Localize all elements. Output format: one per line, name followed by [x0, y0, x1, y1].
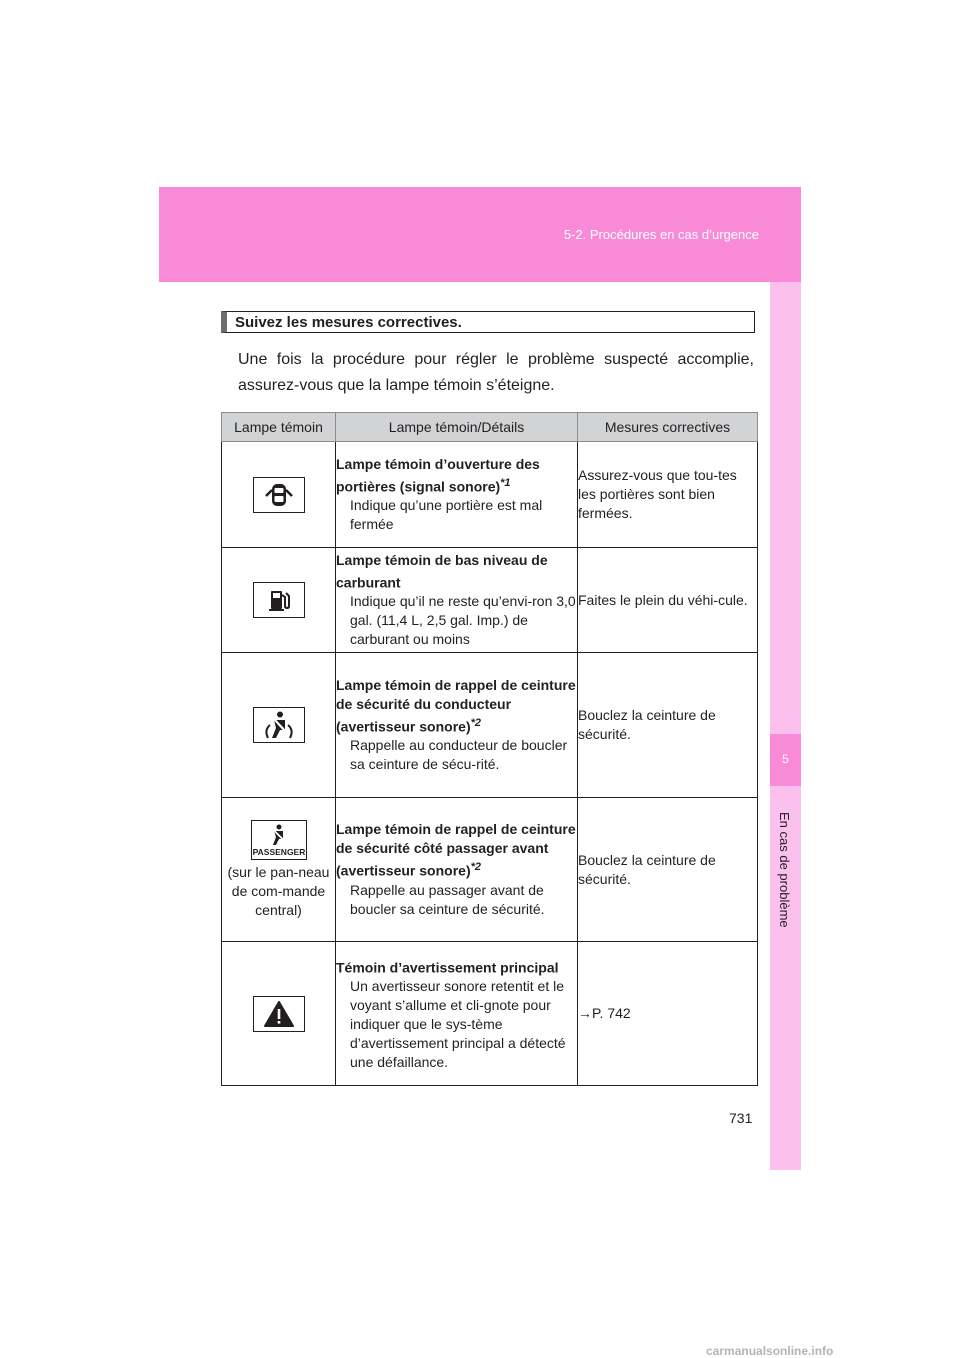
corrective-action: Bouclez la ceinture de sécurité.	[578, 798, 758, 942]
corrective-action: Assurez-vous que tou-tes les portières sont bien fermées.	[578, 442, 758, 548]
table-row	[222, 442, 758, 548]
column-header: Lampe témoin/Détails	[336, 413, 578, 442]
footnote-mark: *2	[470, 861, 482, 874]
intro-paragraph: Une fois la procédure pour régler le problème suspecté accomplie, assurez-vous que la lampe témoin s’éteigne.	[238, 351, 754, 394]
warning-lights-table	[221, 412, 758, 1086]
section-heading: Suivez les mesures correctives.	[235, 314, 462, 331]
header-band	[159, 187, 801, 282]
icon-location-note: (sur le pan-neau de com-mande central)	[227, 863, 330, 918]
icon-cell	[222, 653, 336, 798]
light-description: Un avertisseur sonore retentit et le voyant s’allume et cli-gnote pour indiquer que le sys-tème d’avertissement principal a détecté une défaillance.	[350, 978, 566, 1071]
fuel-pump-icon	[253, 582, 305, 618]
icon-cell	[222, 798, 336, 942]
column-header: Mesures correctives	[578, 413, 758, 442]
page-reference-link[interactable]: →P. 742	[578, 942, 758, 1086]
table-row	[222, 798, 758, 942]
detail-cell	[336, 442, 578, 548]
table-header-row	[222, 413, 758, 442]
light-title: Témoin d’avertissement principal	[336, 959, 559, 976]
icon-cell	[222, 442, 336, 548]
passenger-seatbelt-icon	[251, 820, 307, 860]
chapter-side-strip	[770, 282, 801, 1170]
detail-cell	[336, 798, 578, 942]
column-header: Lampe témoin	[222, 413, 336, 442]
corrective-action: Bouclez la ceinture de sécurité.	[578, 653, 758, 798]
light-description: Indique qu’une portière est mal fermée	[350, 497, 543, 533]
footnote-mark: *2	[470, 716, 482, 729]
icon-cell	[222, 942, 336, 1086]
light-title: Lampe témoin de rappel de ceinture de sécurité du conducteur (avertisseur sonore)	[336, 676, 576, 735]
light-title: Lampe témoin d’ouverture des portières (signal sonore)	[336, 455, 540, 495]
section-breadcrumb: 5-2. Procédures en cas d’urgence	[563, 227, 759, 242]
door-open-icon	[253, 477, 305, 513]
icon-cell	[222, 548, 336, 653]
seatbelt-icon	[253, 707, 305, 743]
section-heading-box	[221, 311, 755, 333]
detail-cell	[336, 653, 578, 798]
chapter-label: En cas de problème	[777, 812, 792, 928]
passenger-label: PASSENGER	[252, 846, 305, 857]
footnote-mark: *1	[500, 476, 511, 489]
light-title: Lampe témoin de rappel de ceinture de sécurité côté passager avant (avertisseur sonore)	[336, 821, 576, 879]
warning-triangle-icon	[253, 996, 305, 1032]
detail-cell	[336, 942, 578, 1086]
chapter-number: 5	[782, 752, 789, 766]
light-description: Indique qu’il ne reste qu’envi-ron 3,0 gal. (11,4 L, 2,5 gal. Imp.) de carburant ou moins	[350, 593, 576, 648]
watermark: carmanualsonline.info	[706, 1344, 834, 1358]
table-row	[222, 548, 758, 653]
light-description: Rappelle au passager avant de boucler sa ceinture de sécurité.	[350, 881, 545, 917]
page-number: 731	[729, 1110, 753, 1126]
light-description: Rappelle au conducteur de boucler sa ceinture de sécu-rité.	[350, 737, 568, 773]
corrective-action: Faites le plein du véhi-cule.	[578, 548, 758, 653]
chapter-tab[interactable]	[770, 734, 801, 786]
table-row	[222, 942, 758, 1086]
light-title: Lampe témoin de bas niveau de carburant	[336, 551, 548, 591]
table-row	[222, 653, 758, 798]
detail-cell	[336, 548, 578, 653]
